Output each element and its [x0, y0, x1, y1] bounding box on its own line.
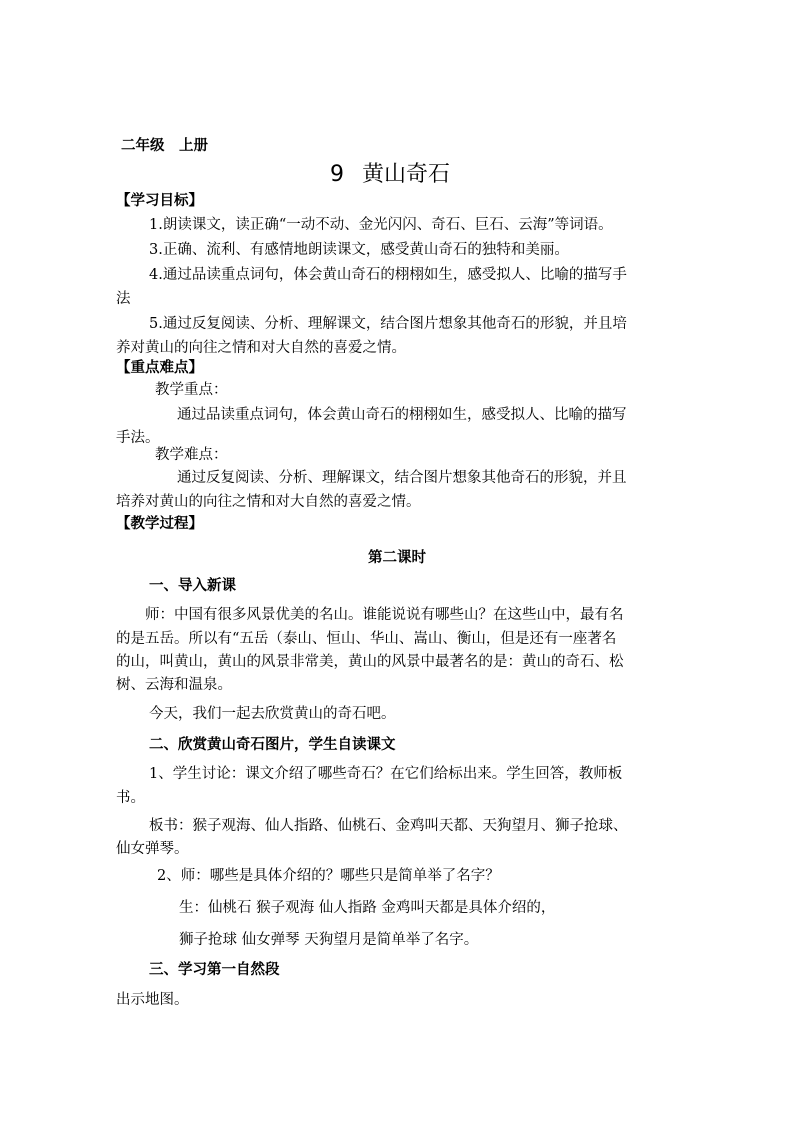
- section-2-heading: 二、欣赏黄山奇石图片，学生自读课文: [149, 737, 396, 753]
- objective-item-4-cont: 法: [116, 291, 131, 307]
- lesson-title: [330, 161, 450, 189]
- teacher-question: 2、师：哪些是具体介绍的？哪些只是简单举了名字？: [157, 868, 500, 884]
- section-1-paragraph-line-3: 的山，叫黄山，黄山的风景非常美，黄山的风景中最著名的是：黄山的奇石、松: [116, 654, 624, 670]
- section-1-paragraph-line-4: 树、云海和温泉。: [116, 677, 232, 693]
- objective-item-5-cont: 养对黄山的向往之情和对大自然的喜爱之情。: [116, 340, 406, 356]
- objective-item-5: 5.通过反复阅读、分析、理解课文，结合图片想象其他奇石的形貌，并且培: [149, 316, 627, 332]
- section-3-heading: 三、学习第一自然段: [149, 962, 280, 978]
- grade-label: 二年级 上册: [121, 138, 208, 154]
- blackboard-paragraph-cont: 仙女弹琴。: [116, 841, 189, 857]
- focus-text-cont: 手法。: [116, 430, 160, 446]
- student-answer: 生：仙桃石 猴子观海 仙人指路 金鸡叫天都是具体介绍的，: [179, 900, 556, 916]
- process-heading: 【教学过程】: [116, 516, 203, 532]
- section-1-paragraph: 师：中国有很多风景优美的名山。谁能说说有哪些山？在这些山中，最有名: [145, 607, 624, 623]
- student-answer-cont: 狮子抢球 仙女弹琴 天狗望月是简单举了名字。: [179, 932, 479, 948]
- objectives-heading: 【学习目标】: [116, 193, 203, 209]
- focus-label: 教学重点：: [155, 382, 228, 398]
- section-1-paragraph-line-2: 的是五岳。所以有“五岳（泰山、恒山、华山、嵩山、衡山，但是还有一座著名: [116, 631, 617, 647]
- discussion-paragraph-cont: 书。: [116, 790, 145, 806]
- focus-text: 通过品读重点词句，体会黄山奇石的栩栩如生，感受拟人、比喻的描写: [177, 407, 627, 423]
- lesson-title-text: 黄山奇石: [362, 162, 451, 187]
- blackboard-paragraph: 板书：猴子观海、仙人指路、仙桃石、金鸡叫天都、天狗望月、狮子抢球、: [149, 818, 628, 834]
- difficulty-text: 通过反复阅读、分析、理解课文，结合图片想象其他奇石的形貌，并且: [177, 470, 627, 486]
- lesson-number: 9: [330, 162, 344, 187]
- difficulty-label: 教学难点：: [155, 447, 228, 463]
- objective-item-1: 1.朗读课文，读正确“一动不动、金光闪闪、奇石、巨石、云海”等词语。: [149, 217, 613, 233]
- objective-item-4: 4.通过品读重点词句，体会黄山奇石的栩栩如生，感受拟人、比喻的描写手: [149, 267, 627, 283]
- period-label: 第二课时: [368, 550, 426, 566]
- objective-item-3: 3.正确、流利、有感情地朗读课文，感受黄山奇石的独特和美丽。: [149, 242, 569, 258]
- discussion-paragraph: 1、学生讨论：课文介绍了哪些奇石？在它们给标出来。学生回答，教师板: [149, 766, 623, 782]
- section-1-closing: 今天，我们一起去欣赏黄山的奇石吧。: [149, 706, 396, 722]
- section-3-paragraph: 出示地图。: [116, 992, 189, 1008]
- difficulty-text-cont: 培养对黄山的向往之情和对大自然的喜爱之情。: [116, 494, 421, 510]
- section-1-heading: 一、导入新课: [149, 578, 236, 594]
- key-points-heading: 【重点难点】: [116, 360, 203, 376]
